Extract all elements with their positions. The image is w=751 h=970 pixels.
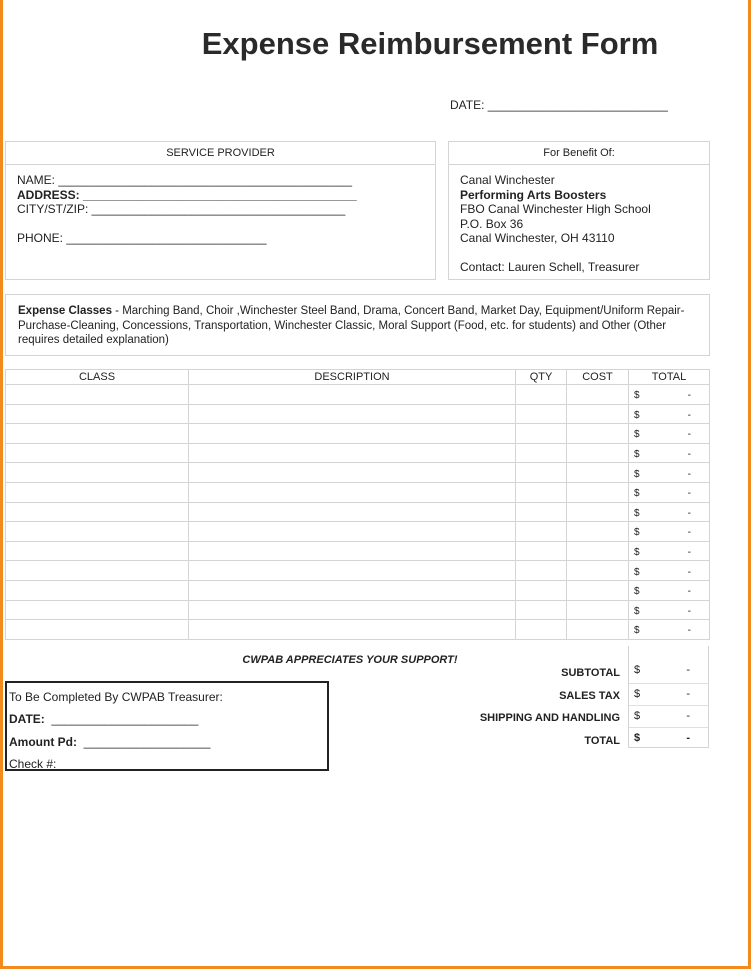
total-cell[interactable]	[629, 463, 710, 483]
currency-symbol: $	[634, 449, 640, 461]
benefit-line: P.O. Box 36	[460, 216, 524, 231]
sales-tax-value[interactable]	[629, 683, 708, 705]
currency-symbol: $	[634, 429, 640, 441]
shipping-label: SHIPPING AND HANDLING	[479, 712, 620, 724]
amount: -	[687, 605, 691, 617]
total-label: TOTAL	[584, 735, 620, 747]
expense-table	[5, 369, 710, 640]
table-row	[6, 502, 710, 522]
qty-cell[interactable]	[516, 385, 567, 405]
table-row	[6, 463, 710, 483]
cost-cell[interactable]	[567, 541, 629, 561]
qty-cell[interactable]	[516, 522, 567, 542]
description-cell[interactable]	[189, 541, 516, 561]
summary-column	[628, 646, 709, 748]
description-cell[interactable]	[189, 620, 516, 640]
currency-symbol: $	[634, 566, 640, 578]
table-row	[6, 620, 710, 640]
currency-symbol: $	[634, 688, 641, 700]
benefit-header: For Benefit Of:	[449, 142, 709, 165]
class-cell[interactable]	[6, 600, 189, 620]
qty-cell[interactable]	[516, 561, 567, 581]
total-cell[interactable]	[629, 561, 710, 581]
cost-cell[interactable]	[567, 424, 629, 444]
expense-classes-box	[5, 294, 710, 356]
cost-cell[interactable]	[567, 522, 629, 542]
class-cell[interactable]	[6, 404, 189, 424]
cost-cell[interactable]	[567, 620, 629, 640]
description-cell[interactable]	[189, 404, 516, 424]
qty-cell[interactable]	[516, 404, 567, 424]
form-title: Expense Reimbursement Form	[201, 26, 659, 61]
class-cell[interactable]	[6, 424, 189, 444]
amount: -	[687, 625, 691, 637]
service-provider-box	[5, 141, 436, 280]
total-cell[interactable]	[629, 541, 710, 561]
cost-cell[interactable]	[567, 600, 629, 620]
benefit-line: Canal Winchester, OH 43110	[460, 231, 615, 245]
amount: -	[687, 429, 691, 441]
amount: -	[687, 409, 691, 421]
currency-symbol: $	[634, 527, 640, 539]
qty-cell[interactable]	[516, 424, 567, 444]
cost-cell[interactable]	[567, 443, 629, 463]
treasurer-box	[5, 681, 329, 771]
benefit-contact: Contact: Lauren Schell, Treasurer	[460, 259, 640, 274]
table-row	[6, 600, 710, 620]
column-header-class: CLASS	[6, 370, 189, 385]
currency-symbol: $	[634, 710, 641, 722]
class-cell[interactable]	[6, 482, 189, 502]
currency-symbol: $	[634, 605, 640, 617]
description-cell[interactable]	[189, 580, 516, 600]
subtotal-value[interactable]	[629, 660, 708, 682]
expense-classes-text: - Marching Band, Choir ,Winchester Steel Band, Drama, Concert Band, Market Day, Equipment/Uniform Repair-Purchase-Cleaning, Concessions, Transportation, Winchester Classic, Moral Support (Food, etc. for students) and Other (Other requires detailed explanation)	[18, 305, 685, 346]
total-cell[interactable]	[629, 620, 710, 640]
cost-cell[interactable]	[567, 404, 629, 424]
amount: -	[687, 586, 691, 598]
total-value[interactable]	[629, 727, 708, 749]
shipping-value[interactable]	[629, 705, 708, 727]
class-cell[interactable]	[6, 463, 189, 483]
treasurer-date-label: DATE:	[9, 712, 45, 726]
amount: -	[687, 527, 691, 539]
currency-symbol: $	[634, 507, 640, 519]
amount: -	[686, 664, 690, 676]
total-cell[interactable]	[629, 443, 710, 463]
amount: -	[686, 732, 690, 744]
amount: -	[687, 566, 691, 578]
table-row	[6, 443, 710, 463]
cost-cell[interactable]	[567, 580, 629, 600]
qty-cell[interactable]	[516, 502, 567, 522]
currency-symbol: $	[634, 732, 641, 744]
total-cell[interactable]	[629, 522, 710, 542]
table-row	[6, 522, 710, 542]
city-field[interactable]: CITY/ST/ZIP: ______________________________________	[17, 202, 346, 216]
treasurer-heading: To Be Completed By CWPAB Treasurer:	[9, 690, 223, 704]
class-cell[interactable]	[6, 443, 189, 463]
currency-symbol: $	[634, 409, 640, 421]
class-cell[interactable]	[6, 541, 189, 561]
qty-cell[interactable]	[516, 482, 567, 502]
column-header-total: TOTAL	[629, 370, 710, 385]
table-row	[6, 385, 710, 405]
expense-classes-label: Expense Classes	[18, 305, 112, 317]
qty-cell[interactable]	[516, 580, 567, 600]
check-number-line: ______________________	[59, 757, 207, 771]
description-cell[interactable]	[189, 482, 516, 502]
amount: -	[687, 488, 691, 500]
benefit-line: FBO Canal Winchester High School	[460, 202, 651, 216]
class-cell[interactable]	[6, 385, 189, 405]
currency-symbol: $	[634, 664, 641, 676]
class-cell[interactable]	[6, 522, 189, 542]
column-header-description: DESCRIPTION	[189, 370, 516, 385]
class-cell[interactable]	[6, 620, 189, 640]
amount: -	[686, 688, 690, 700]
class-cell[interactable]	[6, 502, 189, 522]
amount: -	[686, 710, 690, 722]
total-cell[interactable]	[629, 385, 710, 405]
cost-cell[interactable]	[567, 482, 629, 502]
treasurer-date-field[interactable]	[9, 712, 198, 726]
appreciation-text: CWPAB APPRECIATES YOUR SUPPORT!	[242, 654, 458, 666]
description-cell[interactable]	[189, 424, 516, 444]
table-row	[6, 424, 710, 444]
currency-symbol: $	[634, 625, 640, 637]
service-provider-header: SERVICE PROVIDER	[6, 142, 435, 165]
cost-cell[interactable]	[567, 463, 629, 483]
sales-tax-label: SALES TAX	[559, 690, 620, 702]
total-cell[interactable]	[629, 482, 710, 502]
description-cell[interactable]	[189, 522, 516, 542]
amount-paid-field[interactable]	[9, 735, 210, 749]
check-number-field[interactable]	[9, 757, 207, 771]
name-field[interactable]: NAME: ____________________________________________	[17, 173, 352, 187]
total-cell[interactable]	[629, 404, 710, 424]
qty-cell[interactable]	[516, 541, 567, 561]
table-row	[6, 482, 710, 502]
amount: -	[687, 449, 691, 461]
table-row	[6, 580, 710, 600]
subtotal-label: SUBTOTAL	[561, 667, 620, 679]
amount-paid-label: Amount Pd:	[9, 735, 77, 749]
description-cell[interactable]	[189, 463, 516, 483]
qty-cell[interactable]	[516, 620, 567, 640]
treasurer-date-line: ______________________	[51, 712, 199, 726]
total-cell[interactable]	[629, 600, 710, 620]
cost-cell[interactable]	[567, 502, 629, 522]
table-row	[6, 541, 710, 561]
currency-symbol: $	[634, 390, 640, 402]
cost-cell[interactable]	[567, 385, 629, 405]
currency-symbol: $	[634, 488, 640, 500]
currency-symbol: $	[634, 547, 640, 559]
benefit-line: Canal Winchester	[460, 173, 555, 187]
column-header-qty: QTY	[516, 370, 567, 385]
description-cell[interactable]	[189, 385, 516, 405]
currency-symbol: $	[634, 586, 640, 598]
qty-cell[interactable]	[516, 443, 567, 463]
class-cell[interactable]	[6, 561, 189, 581]
description-cell[interactable]	[189, 443, 516, 463]
amount-paid-line: ___________________	[83, 735, 211, 749]
total-cell[interactable]	[629, 580, 710, 600]
description-cell[interactable]	[189, 502, 516, 522]
amount: -	[687, 468, 691, 480]
date-field[interactable]: DATE: ___________________________	[450, 98, 668, 112]
table-row	[6, 561, 710, 581]
description-cell[interactable]	[189, 600, 516, 620]
qty-cell[interactable]	[516, 463, 567, 483]
table-row	[6, 404, 710, 424]
currency-symbol: $	[634, 468, 640, 480]
amount: -	[687, 547, 691, 559]
total-cell[interactable]	[629, 424, 710, 444]
benefit-box	[448, 141, 710, 280]
column-header-cost: COST	[567, 370, 629, 385]
phone-field[interactable]: PHONE: ______________________________	[17, 230, 267, 245]
class-cell[interactable]	[6, 580, 189, 600]
address-field[interactable]: ADDRESS: _________________________________________	[17, 187, 357, 202]
cost-cell[interactable]	[567, 561, 629, 581]
amount: -	[687, 390, 691, 402]
description-cell[interactable]	[189, 561, 516, 581]
amount: -	[687, 507, 691, 519]
check-number-label: Check #:	[9, 757, 57, 771]
qty-cell[interactable]	[516, 600, 567, 620]
benefit-line: Performing Arts Boosters	[460, 187, 607, 202]
total-cell[interactable]	[629, 502, 710, 522]
